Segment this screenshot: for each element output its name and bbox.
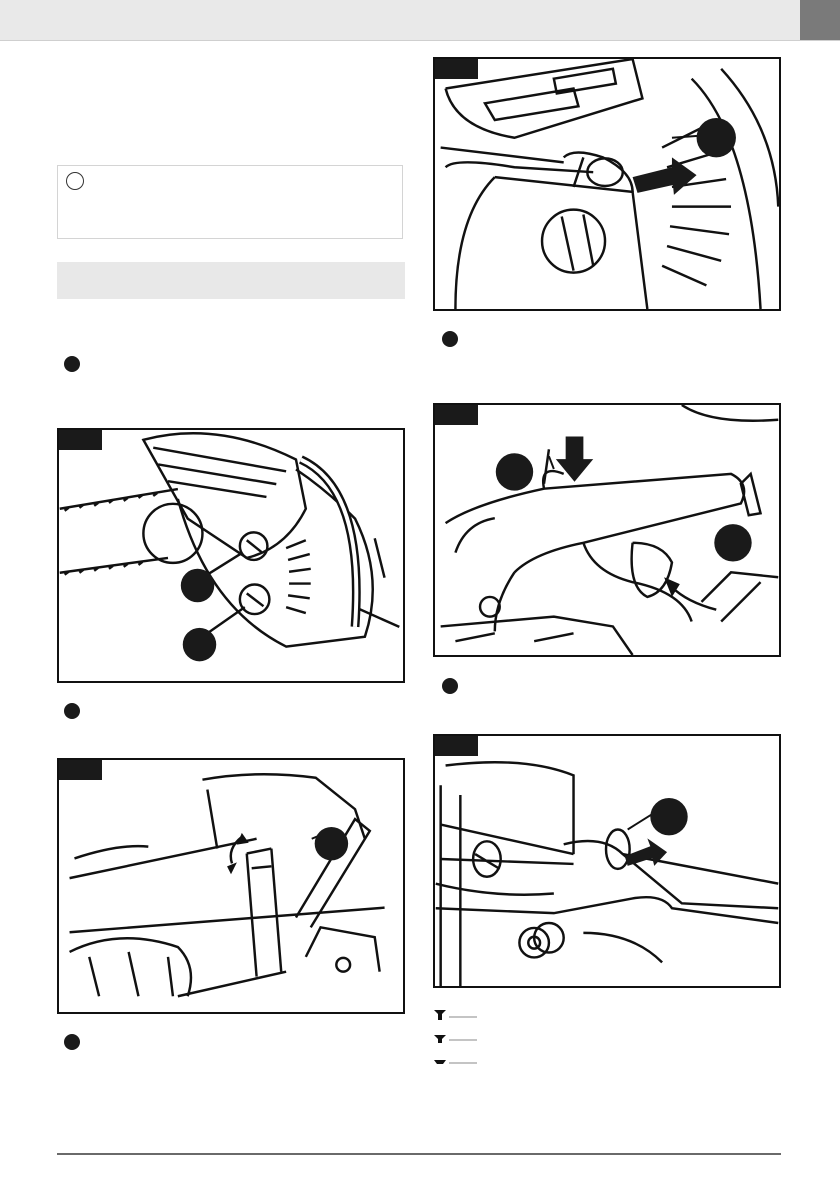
legend-choke-full [433, 1009, 493, 1021]
info-circle-icon [66, 172, 84, 190]
choke-half-icon [433, 1032, 493, 1044]
throttle-trigger-illustration [435, 405, 779, 655]
footer-rule [57, 1153, 781, 1155]
callout-marker-4 [697, 118, 736, 157]
step-bullet-icon [64, 1034, 80, 1050]
figure-number-tab [59, 430, 102, 450]
figure-throttle-trigger [433, 403, 781, 657]
step-bullet-icon [442, 331, 458, 347]
figure-choke-knob [433, 734, 781, 988]
callout-marker-5 [496, 453, 533, 490]
push-arrow-icon [633, 157, 697, 194]
choke-knob-illustration [435, 736, 779, 986]
callout-marker-2 [183, 628, 216, 661]
choke-open-icon [433, 1055, 493, 1067]
figure-saw-side [57, 428, 405, 683]
press-down-arrow-icon [556, 436, 593, 481]
step-bullet-icon [64, 356, 80, 372]
brake-lever-illustration [59, 760, 403, 1012]
page-header-bar [0, 0, 840, 41]
legend-choke-half [433, 1032, 493, 1044]
callout-marker-3 [315, 827, 348, 860]
step-bullet-icon [64, 703, 80, 719]
figure-number-tab [435, 59, 478, 79]
choke-full-icon [433, 1009, 493, 1021]
legend-choke-open [433, 1055, 493, 1067]
primer-bulb-illustration [435, 59, 779, 309]
figure-brake-lever [57, 758, 405, 1014]
figure-number-tab [59, 760, 102, 780]
figure-number-tab [435, 405, 478, 425]
saw-side-illustration [59, 430, 403, 681]
note-box [57, 165, 403, 239]
callout-marker-6 [714, 524, 751, 561]
step-bullet-icon [442, 678, 458, 694]
callout-marker-1 [181, 569, 214, 602]
figure-primer-bulb [433, 57, 781, 311]
language-tab [800, 0, 840, 40]
callout-marker-7 [650, 798, 687, 835]
section-heading-bar [57, 262, 405, 299]
figure-number-tab [435, 736, 478, 756]
